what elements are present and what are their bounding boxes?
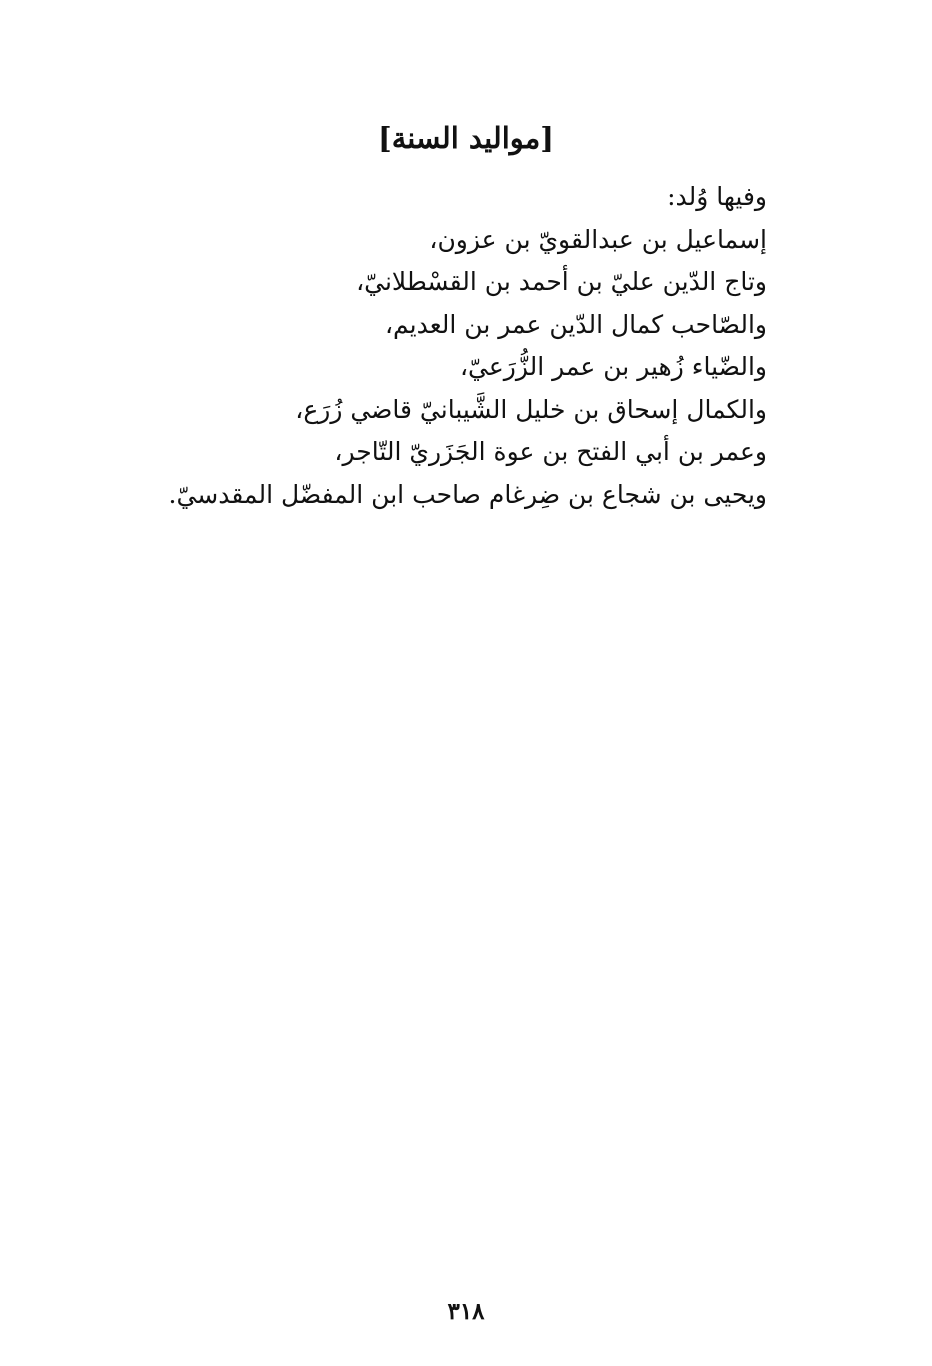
list-item: إسماعيل بن عبدالقويّ بن عزون، <box>429 224 767 254</box>
births-list <box>167 176 767 516</box>
list-item: ويحيى بن شجاع بن ضِرغام صاحب ابن المفضّل المقدسيّ. <box>168 479 767 509</box>
list-item: والضّياء زُهير بن عمر الزُّرَعيّ، <box>459 352 767 381</box>
list-item: وعمر بن أبي الفتح بن عوة الجَزَريّ التّاجر، <box>334 437 767 466</box>
intro-line: وفيها وُلد: <box>667 182 767 211</box>
section-heading: [مواليد السنة] <box>378 121 554 155</box>
list-item: وتاج الدّين عليّ بن أحمد بن القسْطلانيّ، <box>356 267 767 296</box>
page-number: ٣١٨ <box>447 1298 485 1325</box>
list-item: والصّاحب كمال الدّين عمر بن العديم، <box>384 309 767 339</box>
list-item: والكمال إسحاق بن خليل الشَّيبانيّ قاضي زُرَع، <box>295 394 767 424</box>
